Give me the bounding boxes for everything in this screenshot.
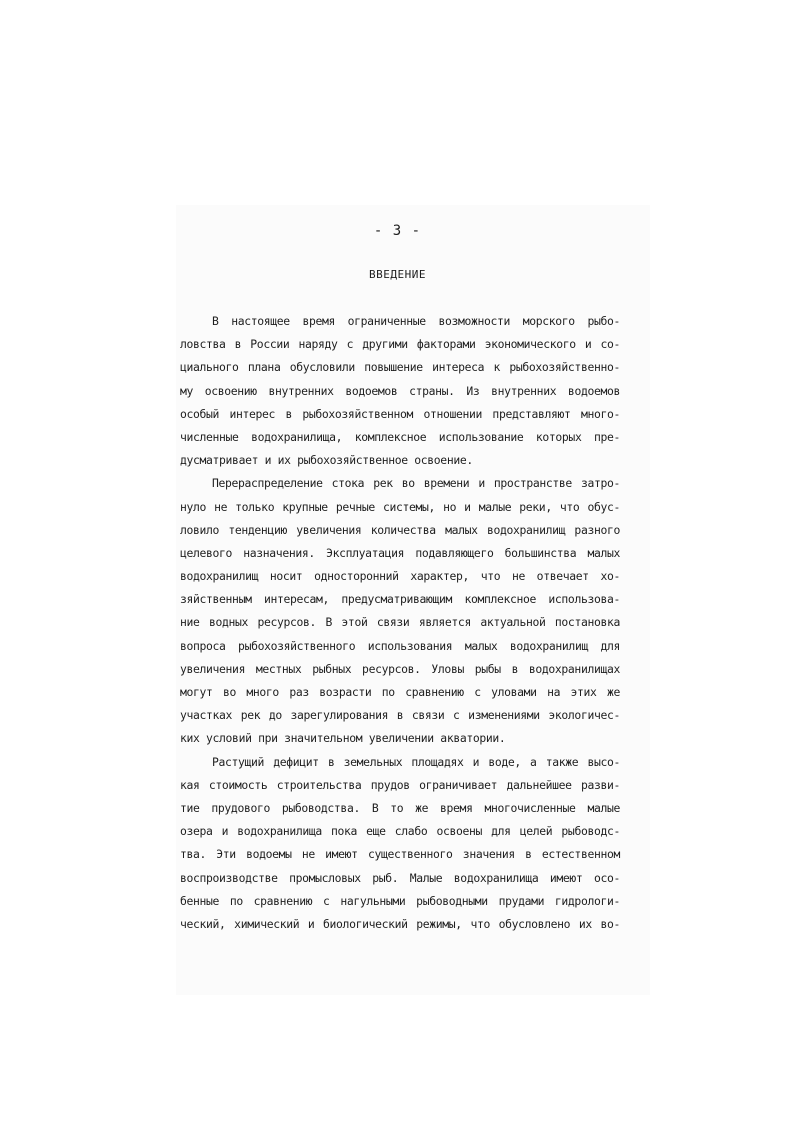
page-number: - 3 - (373, 223, 422, 239)
text-line: Растущий дефицит в земельных площадях и воде, а также высо- (212, 754, 620, 769)
text-line: тие прудового рыбоводства. В то же время многочисленные малые (180, 800, 620, 815)
text-line: озера и водохранилища пока еще слабо освоены для целей рыбоводс- (180, 824, 620, 839)
text-line: особый интерес в рыбохозяйственном отношении представляют много- (180, 406, 620, 421)
text-line: ловства в России наряду с другими факторами экономического и со- (180, 337, 620, 352)
text-line: Перераспределение стока рек во времени и пространстве затро- (212, 476, 620, 491)
text-line: участках рек до зарегулирования в связи с изменениями экологичес- (180, 708, 620, 723)
text-line: ловило тенденцию увеличения количества малых водохранилищ разного (180, 522, 620, 537)
text-line: бенные по сравнению с нагульными рыбоводными прудами гидрологи- (180, 893, 620, 908)
text-line: му освоению внутренних водоемов страны. Из внутренних водоемов (180, 383, 620, 398)
text-line: зяйственным интересам, предусматривающим комплексное использова- (180, 592, 620, 607)
text-line: могут во много раз возрасти по сравнению с уловами на этих же (180, 685, 620, 699)
text-line: воспроизводстве промысловых рыб. Малые водохранилища имеют осо- (180, 870, 620, 885)
text-line: нуло не только крупные речные системы, но и малые реки, что обус- (180, 499, 620, 514)
paragraph-2 (180, 472, 620, 750)
section-heading: ВВЕДЕНИЕ (369, 268, 426, 281)
body-text (180, 310, 620, 936)
text-line: водохранилищ носит односторонний характер, что не отвечает хо- (180, 569, 620, 584)
text-line: кая стоимость строительства прудов ограничивает дальнейшее разви- (180, 777, 620, 792)
text-line: В настоящее время ограниченные возможности морского рыбо- (212, 314, 620, 328)
text-line: ких условий при значительном увеличении акватории. (180, 731, 506, 746)
text-line: тва. Эти водоемы не имеют существенного значения в естественном (180, 847, 620, 862)
text-line: циального плана обусловили повышение интереса к рыбохозяйственно- (180, 360, 620, 375)
text-line: целевого назначения. Эксплуатация подавляющего большинства малых (180, 545, 620, 560)
text-line: ние водных ресурсов. В этой связи является актуальной постановка (180, 615, 620, 630)
text-line: вопроса рыбохозяйственного использования малых водохранилищ для (180, 638, 620, 653)
text-line: увеличения местных рыбных ресурсов. Уловы рыбы в водохранилищах (180, 661, 620, 676)
text-line: ческий, химический и биологический режимы, что обусловлено их во- (180, 916, 620, 931)
text-line: численные водохранилища, комплексное использование которых пре- (180, 429, 620, 444)
paragraph-1 (180, 310, 620, 472)
text-line: дусматривает и их рыбохозяйственное освоение. (180, 453, 473, 468)
paragraph-3 (180, 751, 620, 937)
